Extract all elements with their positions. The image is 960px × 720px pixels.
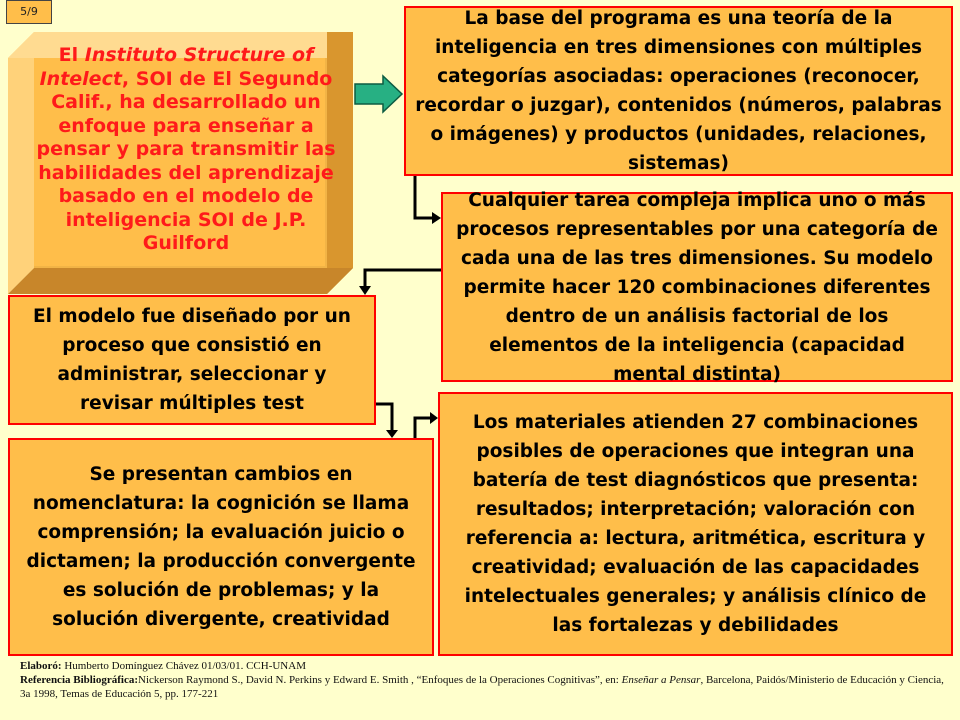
box-base-text: La base del programa es una teoría de la inteligencia en tres dimensiones con múltiples categorías asociadas: operaciones (reconocer, recordar o juzgar), contenidos (números, palabras o imágenes) y productos (unidades, relaciones, sistemas) xyxy=(415,8,942,174)
connector-modelo-to-cambios xyxy=(376,404,392,430)
main-box-text xyxy=(36,34,336,266)
elaboro-text: Humberto Domínguez Chávez 01/03/01. CCH-UNAM xyxy=(61,660,306,672)
main-text-post: , SOI de El Segundo Calif., ha desarrollado un enfoque para enseñar a pensar y para transmitir las habilidades del aprendizaje basado en el modelo de inteligencia SOI de J.P. Guilford xyxy=(36,67,336,255)
bevel-edge-bottom xyxy=(8,268,353,294)
main-text-pre: El xyxy=(58,44,85,67)
reference-tail: , Barcelona, Paidós/Ministerio de Educación y Ciencia, 3a 1998, Temas de Educación 5, pp. 177-221 xyxy=(20,674,944,700)
box-modelo-text: El modelo fue diseñado por un proceso que consistió en administrar, seleccionar y revisar múltiples test xyxy=(33,306,351,414)
box-tarea-text: Cualquier tarea compleja implica uno o más procesos representables por una categoría de cada una de las tres dimensiones. Su modelo permite hacer 120 combinaciones diferentes dentro de un análisis factorial de los elementos de la inteligencia (capacidad mental distinta) xyxy=(456,189,938,385)
arrowhead-tarea xyxy=(432,212,441,224)
footer-elaboro xyxy=(20,659,950,673)
box-cambios-text: Se presentan cambios en nomenclatura: la cognición se llama comprensión; la evaluación juicio o dictamen; la producción convergente es solución de problemas; y la solución divergente, creatividad xyxy=(26,464,416,630)
box-materiales-text: Los materiales atienden 27 combinaciones posibles de operaciones que integran una batería de test diagnósticos que presenta: resultados; interpretación; valoración con referencia a: lectura, aritmética, escritura y creatividad; evaluación de las capacidades intelectuales generales; y análisis clínico de las fortalezas y debilidades xyxy=(464,412,927,636)
connector-cambios-to-materiales xyxy=(415,418,430,438)
arrowhead-materiales xyxy=(430,412,438,424)
bevel-edge-left xyxy=(8,32,34,294)
green-arrow-icon xyxy=(355,76,402,112)
elaboro-label: Elaboró: xyxy=(20,660,62,672)
box-tarea-compleja xyxy=(441,189,953,385)
main-text-institute: Instituto Structure of Intelect xyxy=(39,44,314,90)
reference-text: Nickerson Raymond S., David N. Perkins y Edward E. Smith , “Enfoques de la Operaciones Cognitivas”, en: xyxy=(138,674,622,686)
box-modelo-disenado xyxy=(8,295,376,425)
reference-title: Enseñar a Pensar xyxy=(621,674,701,686)
slide-number-badge: 5/9 xyxy=(6,0,52,24)
connector-base-to-tarea xyxy=(415,176,432,218)
reference-label: Referencia Bibliográfica: xyxy=(20,674,139,686)
box-base-programa xyxy=(404,6,953,176)
box-materiales xyxy=(438,392,953,656)
arrowhead-cambios xyxy=(386,430,398,438)
arrowhead-modelo xyxy=(359,286,371,295)
connector-tarea-to-modelo xyxy=(365,270,441,286)
footer-reference xyxy=(20,673,950,701)
box-cambios-nomenclatura xyxy=(8,438,434,656)
footer-credits xyxy=(20,659,950,701)
